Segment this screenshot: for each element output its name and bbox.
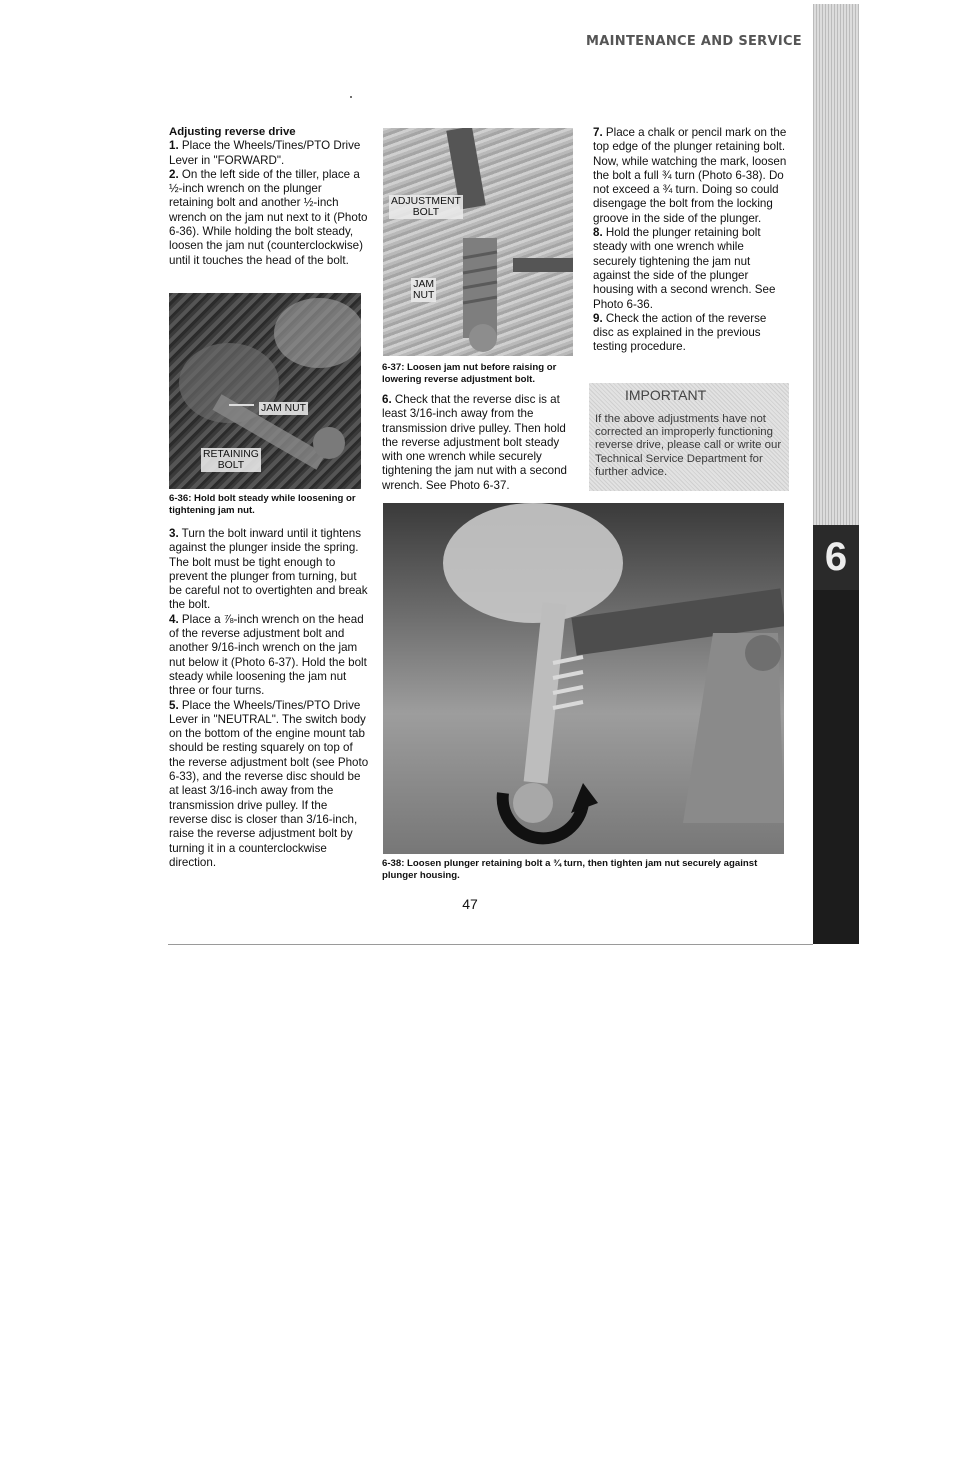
step-text: Check the action of the reverse disc as explained in the previous testing procedure. (593, 311, 767, 354)
label-adjustment: ADJUSTMENT (391, 196, 461, 207)
page-header-title: MAINTENANCE AND SERVICE (586, 34, 802, 49)
label-jam: JAM (413, 279, 435, 290)
step-text: Place a chalk or pencil mark on the top edge of the plunger retaining bolt. Now, while watching the mark, loosen the bolt a full ¾ turn (Photo 6-38). Do not exceed a ¾ turn. Doing so could disengage the bolt from the locking groove in the side of the plunger. (593, 126, 787, 225)
label-nut: NUT (413, 290, 435, 301)
photo-6-37 (383, 128, 573, 356)
step-text: Check that the reverse disc is at least 3/16-inch away from the transmission drive pulley. Then hold the reverse adjustment bolt steady with one wrench while securely tightening the jam nut with a second wrench. See Photo 6-37. (382, 393, 567, 492)
important-text: If the above adjustments have not corrected an improperly functioning reverse drive, please call or write our Technical Service Department for further advice. (595, 413, 782, 478)
photo-6-38 (383, 503, 784, 854)
photo-6-36-illustration (169, 293, 361, 489)
step-8 (593, 226, 788, 312)
label-bolt: BOLT (217, 460, 245, 471)
step-number: 2. (169, 167, 179, 181)
label-jam-nut (411, 278, 436, 302)
label-jam-nut: JAM NUT (261, 403, 307, 414)
step-text: On the left side of the tiller, place a ½-inch wrench on the plunger retaining bolt and another ½-inch wrench on the jam nut next to it (Photo 6-36). While holding the bolt steady, loosen the jam nut (counterclockwise) until it touches the head of the bolt. (169, 167, 368, 267)
important-title: IMPORTANT (625, 387, 707, 403)
label-bolt: BOLT (412, 207, 440, 218)
footer-rule (168, 944, 813, 945)
caption-6-38: 6-38: Loosen plunger retaining bolt a ¾ turn, then tighten jam nut securely against plunger housing. (382, 858, 758, 881)
caption-6-37: 6-37: Loosen jam nut before raising or lowering reverse adjustment bolt. (382, 362, 557, 385)
step-number: 6. (382, 393, 392, 406)
step-number: 7. (593, 126, 603, 139)
photo-6-36 (169, 293, 361, 489)
step-number: 8. (593, 226, 603, 240)
important-notice-box (589, 383, 789, 491)
step-text: Hold the plunger retaining bolt steady with one wrench while securely tightening the jam nut against the side of the plunger housing with a second wrench. See Photo 6-36. (593, 226, 776, 311)
stray-mark (350, 96, 352, 98)
step-7 (593, 126, 788, 226)
step-5 (169, 699, 369, 871)
middle-column (382, 393, 574, 493)
step-number: 3. (169, 527, 179, 540)
step-3 (169, 527, 369, 613)
caption-6-36: 6-36: Hold bolt steady while loosening or tightening jam nut. (169, 493, 356, 516)
step-text: Place the Wheels/Tines/PTO Drive Lever in "NEUTRAL". The switch body on the bottom of the engine mount tab should be resting squarely on top of the reverse adjustment bolt (see Photo 6-33), and the reverse disc should be at least 3/16-inch away from the transmission drive pulley. If the reverse disc is closer than 3/16-inch, raise the reverse adjustment bolt by turning it in a counterclockwise direction. (169, 698, 369, 869)
step-6 (382, 393, 574, 493)
photo-6-38-illustration (383, 503, 784, 854)
step-4 (169, 613, 369, 699)
left-column-bottom (169, 527, 369, 870)
step-number: 5. (169, 698, 179, 712)
chapter-tab-dark (813, 590, 859, 944)
section-heading: Adjusting reverse drive (169, 126, 296, 138)
photo-6-37-illustration (383, 128, 573, 356)
step-number: 9. (593, 311, 603, 325)
step-number: 1. (169, 139, 179, 153)
chapter-tab-number: 6 (813, 525, 859, 590)
step-number: 4. (169, 612, 179, 626)
step-text: Turn the bolt inward until it tightens against the plunger inside the spring. The bolt must be tight enough to prevent the plunger from turning, but be careful not to overtighten and break the bolt. (169, 527, 368, 612)
step-text: Place a ⅞-inch wrench on the head of the reverse adjustment bolt and another 9/16-inch wrench on the jam nut below it (Photo 6-37). Hold the bolt steady while loosening the jam nut three or four turns. (169, 612, 367, 698)
page-number: 47 (462, 896, 478, 912)
step-9 (593, 312, 788, 355)
step-text: Place the Wheels/Tines/PTO Drive Lever in "FORWARD". (169, 139, 361, 167)
step-2 (169, 168, 369, 268)
label-adjustment-bolt (389, 195, 463, 219)
label-retaining-bolt (201, 448, 261, 472)
right-column (593, 126, 788, 355)
left-column-top (169, 125, 369, 268)
step-1 (169, 139, 369, 168)
label-retaining: RETAINING (203, 449, 259, 460)
